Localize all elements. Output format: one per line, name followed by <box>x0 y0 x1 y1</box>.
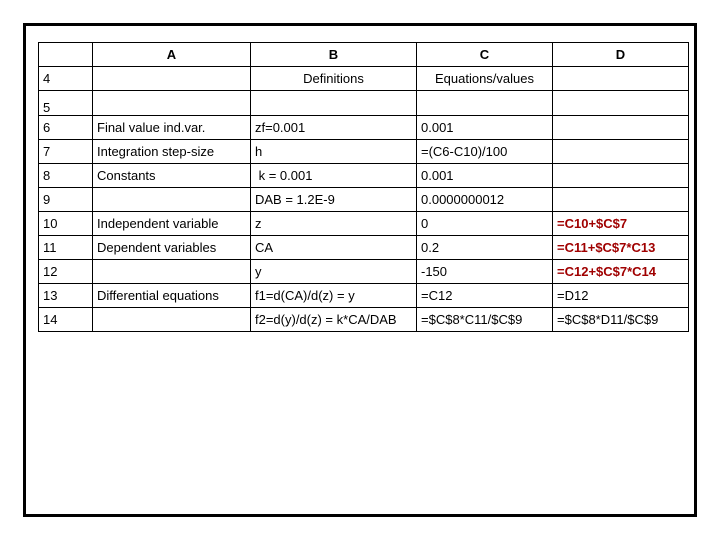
table-row <box>39 164 689 188</box>
cell-a4[interactable] <box>93 67 251 91</box>
column-header-row <box>39 43 689 67</box>
cell-a8[interactable]: Constants <box>93 164 251 188</box>
row-number: 4 <box>39 67 93 91</box>
row-number: 12 <box>39 260 93 284</box>
table-row <box>39 67 689 91</box>
cell-c7[interactable]: =(C6-C10)/100 <box>417 140 553 164</box>
row-number: 8 <box>39 164 93 188</box>
cell-c8[interactable]: 0.001 <box>417 164 553 188</box>
cell-a11[interactable]: Dependent variables <box>93 236 251 260</box>
column-header-a[interactable]: A <box>93 43 251 67</box>
table-row <box>39 212 689 236</box>
cell-d13[interactable]: =D12 <box>553 284 689 308</box>
table-row <box>39 91 689 116</box>
cell-a6[interactable]: Final value ind.var. <box>93 116 251 140</box>
cell-b14[interactable]: f2=d(y)/d(z) = k*CA/DAB <box>251 308 417 332</box>
cell-a12[interactable] <box>93 260 251 284</box>
cell-c6[interactable]: 0.001 <box>417 116 553 140</box>
cell-b6[interactable]: zf=0.001 <box>251 116 417 140</box>
corner-cell <box>39 43 93 67</box>
cell-c14[interactable]: =$C$8*C11/$C$9 <box>417 308 553 332</box>
row-number: 7 <box>39 140 93 164</box>
cell-a7[interactable]: Integration step-size <box>93 140 251 164</box>
cell-c5[interactable] <box>417 91 553 116</box>
table-row <box>39 260 689 284</box>
cell-d9[interactable] <box>553 188 689 212</box>
cell-a13[interactable]: Differential equations <box>93 284 251 308</box>
row-number: 9 <box>39 188 93 212</box>
column-header-b[interactable]: B <box>251 43 417 67</box>
cell-d7[interactable] <box>553 140 689 164</box>
table-row <box>39 236 689 260</box>
table-row <box>39 116 689 140</box>
cell-a5[interactable] <box>93 91 251 116</box>
cell-a10[interactable]: Independent variable <box>93 212 251 236</box>
table-row <box>39 284 689 308</box>
cell-d14[interactable]: =$C$8*D11/$C$9 <box>553 308 689 332</box>
row-number: 6 <box>39 116 93 140</box>
cell-c4[interactable]: Equations/values <box>417 67 553 91</box>
cell-b11[interactable]: CA <box>251 236 417 260</box>
cell-b4[interactable]: Definitions <box>251 67 417 91</box>
table-row <box>39 188 689 212</box>
row-number: 5 <box>39 91 93 116</box>
row-number: 11 <box>39 236 93 260</box>
cell-d4[interactable] <box>553 67 689 91</box>
row-number: 10 <box>39 212 93 236</box>
cell-c9[interactable]: 0.0000000012 <box>417 188 553 212</box>
cell-d5[interactable] <box>553 91 689 116</box>
table-row <box>39 140 689 164</box>
cell-c13[interactable]: =C12 <box>417 284 553 308</box>
spreadsheet <box>38 42 689 332</box>
cell-b12[interactable]: y <box>251 260 417 284</box>
column-header-d[interactable]: D <box>553 43 689 67</box>
cell-b10[interactable]: z <box>251 212 417 236</box>
cell-d8[interactable] <box>553 164 689 188</box>
cell-a9[interactable] <box>93 188 251 212</box>
cell-d12[interactable]: =C12+$C$7*C14 <box>553 260 689 284</box>
cell-b7[interactable]: h <box>251 140 417 164</box>
cell-b13[interactable]: f1=d(CA)/d(z) = y <box>251 284 417 308</box>
row-number: 14 <box>39 308 93 332</box>
cell-b8[interactable]: k = 0.001 <box>251 164 417 188</box>
cell-c12[interactable]: -150 <box>417 260 553 284</box>
cell-b5[interactable] <box>251 91 417 116</box>
slide-frame <box>23 23 697 517</box>
cell-b9[interactable]: DAB = 1.2E-9 <box>251 188 417 212</box>
cell-c10[interactable]: 0 <box>417 212 553 236</box>
cell-d6[interactable] <box>553 116 689 140</box>
cell-a14[interactable] <box>93 308 251 332</box>
cell-c11[interactable]: 0.2 <box>417 236 553 260</box>
cell-d11[interactable]: =C11+$C$7*C13 <box>553 236 689 260</box>
column-header-c[interactable]: C <box>417 43 553 67</box>
row-number: 13 <box>39 284 93 308</box>
table-row <box>39 308 689 332</box>
cell-d10[interactable]: =C10+$C$7 <box>553 212 689 236</box>
